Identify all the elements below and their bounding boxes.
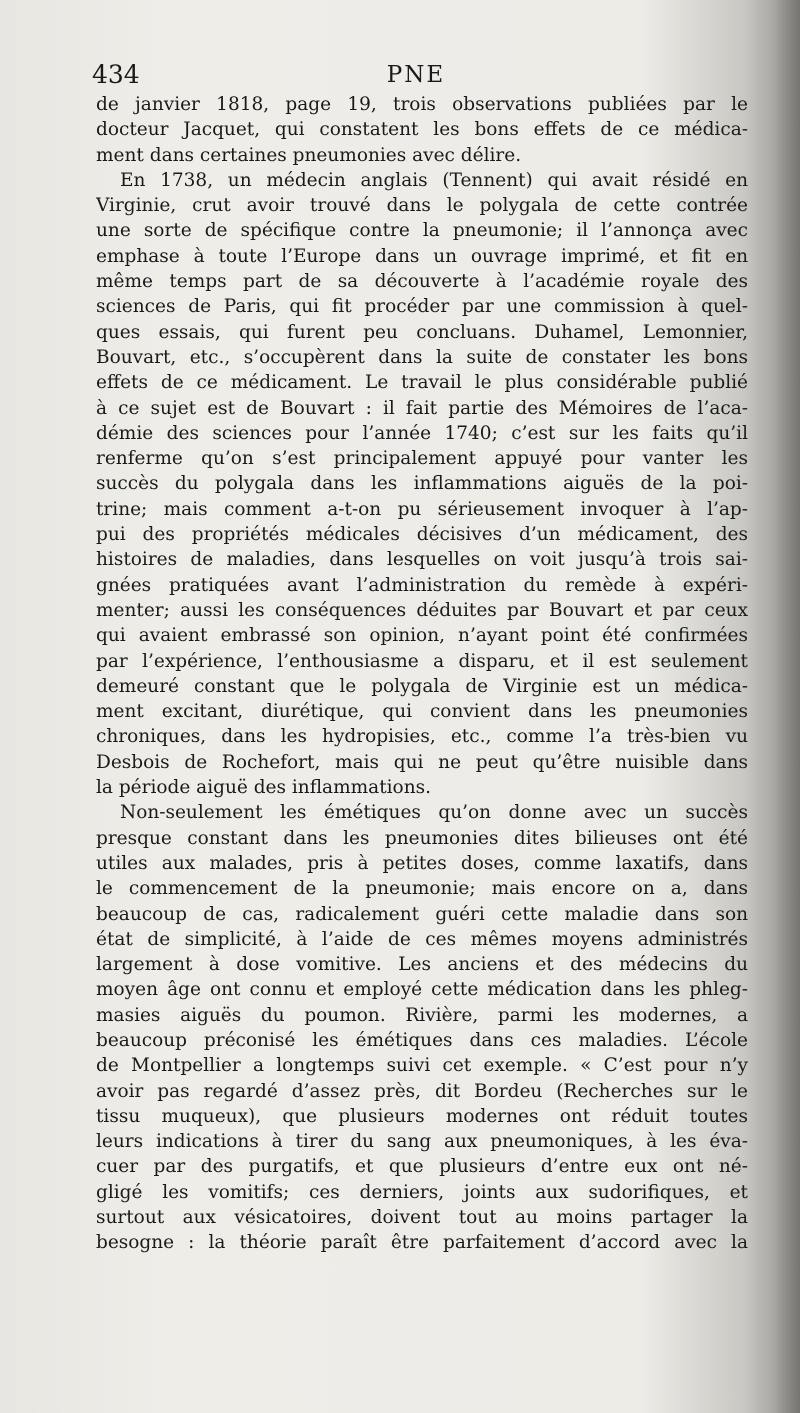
text-line: beaucoup de cas, radicalement guéri cette maladie dans son bbox=[96, 903, 748, 925]
text-line: moyen âge ont connu et employé cette médication dans les phleg- bbox=[96, 979, 748, 1001]
text-line: de janvier 1818, page 19, trois observations publiées par le bbox=[96, 94, 748, 115]
text-line: gligé les vomitifs; ces derniers, joints aux sudorifiques, et bbox=[96, 1181, 748, 1203]
body-text bbox=[96, 92, 748, 1256]
text-line: presque constant dans les pneumonies dites bilieuses ont été bbox=[96, 827, 748, 849]
page-number: 434 bbox=[92, 60, 140, 89]
text-line: leurs indications à tirer du sang aux pneumoniques, à les éva- bbox=[96, 1131, 748, 1153]
text-line: par l’expérience, l’enthousiasme a disparu, et il est seulement bbox=[96, 650, 748, 672]
text-line: même temps part de sa découverte à l’académie royale des bbox=[96, 271, 748, 293]
text-line: démie des sciences pour l’année 1740; c’est sur les faits qu’il bbox=[96, 422, 748, 444]
text-line: surtout aux vésicatoires, doivent tout au moins partager la bbox=[96, 1207, 748, 1229]
text-line: demeuré constant que le polygala de Virginie est un médica- bbox=[96, 675, 748, 697]
text-line: avoir pas regardé d’assez près, dit Bordeu (Recherches sur le bbox=[96, 1080, 748, 1102]
text-line: masies aiguës du poumon. Rivière, parmi les modernes, a bbox=[96, 1004, 748, 1026]
text-line: utiles aux malades, pris à petites doses, comme laxatifs, dans bbox=[96, 852, 748, 874]
text-line: docteur Jacquet, qui constatent les bons effets de ce médica- bbox=[96, 119, 748, 141]
text-line: ment excitant, diurétique, qui convient dans les pneumonies bbox=[96, 701, 748, 723]
text-line: ques essais, qui furent peu concluans. Duhamel, Lemonnier, bbox=[96, 321, 748, 343]
text-line: Desbois de Rochefort, mais qui ne peut qu’être nuisible dans bbox=[96, 751, 748, 773]
text-line: beaucoup préconisé les émétiques dans ces maladies. L’école bbox=[96, 1029, 748, 1051]
text-line: gnées pratiquées avant l’administration du remède à expéri- bbox=[96, 574, 748, 596]
text-line: trine; mais comment a-t-on pu sérieusement invoquer à l’ap- bbox=[96, 498, 748, 520]
text-line: de Montpellier a longtemps suivi cet exemple. « C’est pour n’y bbox=[96, 1055, 748, 1077]
text-line: menter; aussi les conséquences déduites par Bouvart et par ceux bbox=[96, 599, 748, 621]
text-line: besogne : la théorie paraît être parfaitement d’accord avec la bbox=[96, 1232, 748, 1254]
text-line: effets de ce médicament. Le travail le plus considérable publié bbox=[96, 372, 748, 394]
text-line: histoires de maladies, dans lesquelles on voit jusqu’à trois sai- bbox=[96, 549, 748, 571]
text-line: qui avaient embrassé son opinion, n’ayant point été confirmées bbox=[96, 625, 748, 647]
page-edge-shadow bbox=[774, 0, 800, 1413]
text-line: Bouvart, etc., s’occupèrent dans la suite de constater les bons bbox=[96, 346, 748, 368]
text-line: Virginie, crut avoir trouvé dans le polygala de cette contrée bbox=[96, 195, 748, 217]
page-header bbox=[92, 58, 740, 92]
text-line: renferme qu’on s’est principalement appuyé pour vanter les bbox=[96, 448, 748, 470]
text-line: chroniques, dans les hydropisies, etc., comme l’a très-bien vu bbox=[96, 726, 748, 748]
text-line: la période aiguë des inflammations. bbox=[96, 777, 431, 799]
running-head: PNE bbox=[386, 62, 446, 88]
text-line: En 1738, un médecin anglais (Tennent) qui avait résidé en bbox=[120, 169, 748, 191]
text-line: tissu muqueux), que plusieurs modernes ont réduit toutes bbox=[96, 1105, 748, 1127]
text-line: à ce sujet est de Bouvart : il fait partie des Mémoires de l’aca- bbox=[96, 397, 748, 419]
text-line: ment dans certaines pneumonies avec délire. bbox=[96, 144, 522, 166]
text-line: emphase à toute l’Europe dans un ouvrage imprimé, et fit en bbox=[96, 245, 748, 267]
text-line: pui des propriétés médicales décisives d’un médicament, des bbox=[96, 524, 748, 546]
text-line: état de simplicité, à l’aide de ces mêmes moyens administrés bbox=[96, 928, 748, 950]
text-line: le commencement de la pneumonie; mais encore on a, dans bbox=[96, 878, 748, 900]
text-line: succès du polygala dans les inflammations aiguës de la poi- bbox=[96, 473, 748, 495]
text-line: cuer par des purgatifs, et que plusieurs d’entre eux ont né- bbox=[96, 1156, 748, 1178]
text-line: une sorte de spécifique contre la pneumonie; il l’annonça avec bbox=[96, 220, 748, 242]
text-line: Non-seulement les émétiques qu’on donne avec un succès bbox=[120, 802, 748, 824]
text-line: sciences de Paris, qui fit procéder par une commission à quel- bbox=[96, 296, 748, 318]
text-line: largement à dose vomitive. Les anciens et des médecins du bbox=[96, 954, 748, 976]
